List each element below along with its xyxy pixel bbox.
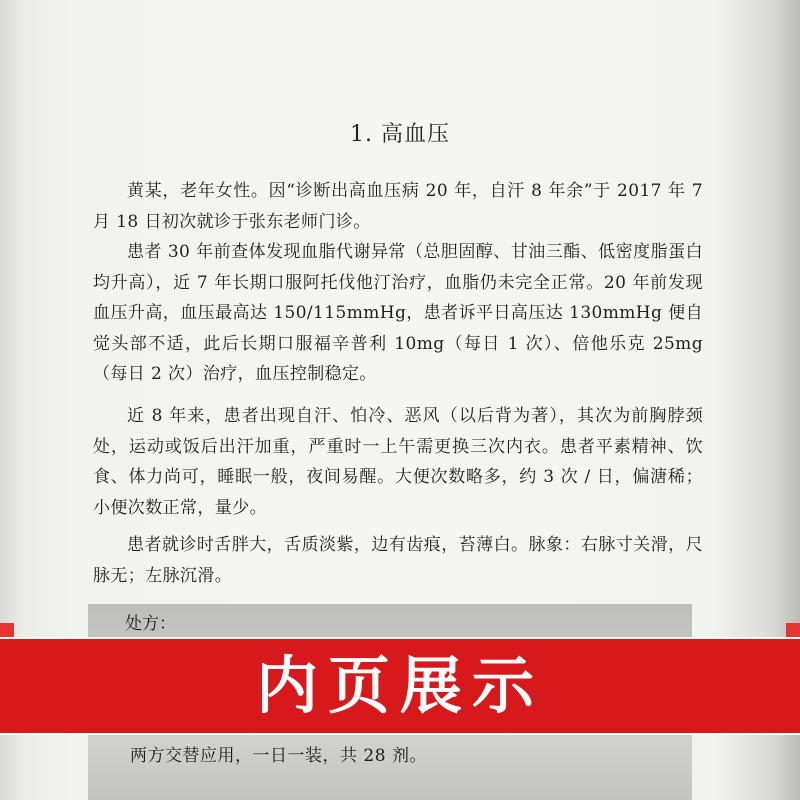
corner-mark-left	[0, 623, 14, 637]
paragraph-tongue-pulse: 患者就诊时舌胖大，舌质淡紫，边有齿痕，苔薄白。脉象：右脉寸关滑，尺脉无；左脉沉滑。	[93, 535, 703, 586]
corner-mark-right	[786, 623, 800, 637]
paragraph-symptoms: 近 8 年来，患者出现自汗、怕冷、恶风（以后背为著），其次为前胸脖颈处，运动或饭后出汗加重，严重时一上午需更换三次内衣。患者平素精神、饮食、体力尚可，睡眠一般，夜间易醒。大便次数略多，约 3 次 / 日，偏溏稀；小便次数正常，量少。	[93, 406, 703, 518]
paragraph-intro: 黄某，老年女性。因“诊断出高血压病 20 年，自汗 8 年余”于 2017 年 7 月 18 日初次就诊于张东老师门诊。	[93, 181, 703, 232]
promo-banner	[0, 637, 800, 735]
banner-text: 内页展示	[255, 649, 544, 722]
paragraph-history: 患者 30 年前查体发现血脂代谢异常（总胆固醇、甘油三酯、低密度脂蛋白均升高），近 7 年长期口服阿托伐他汀治疗，血脂仍未完全正常。20 年前发现血压升高，血压最高达 150/115mmHg，患者诉平日高压达 130mmHg 便自觉头部不适，此后长期口服福辛普利 10mg（每日 1 次）、倍他乐克 25mg（每日 2 次）治疗，血压控制稳定。	[93, 242, 703, 385]
prescription-label: 处方：	[125, 614, 176, 634]
section-title: 1. 高血压	[350, 122, 450, 147]
prescription-note: 两方交替应用，一日一装，共 28 剂。	[130, 746, 427, 766]
